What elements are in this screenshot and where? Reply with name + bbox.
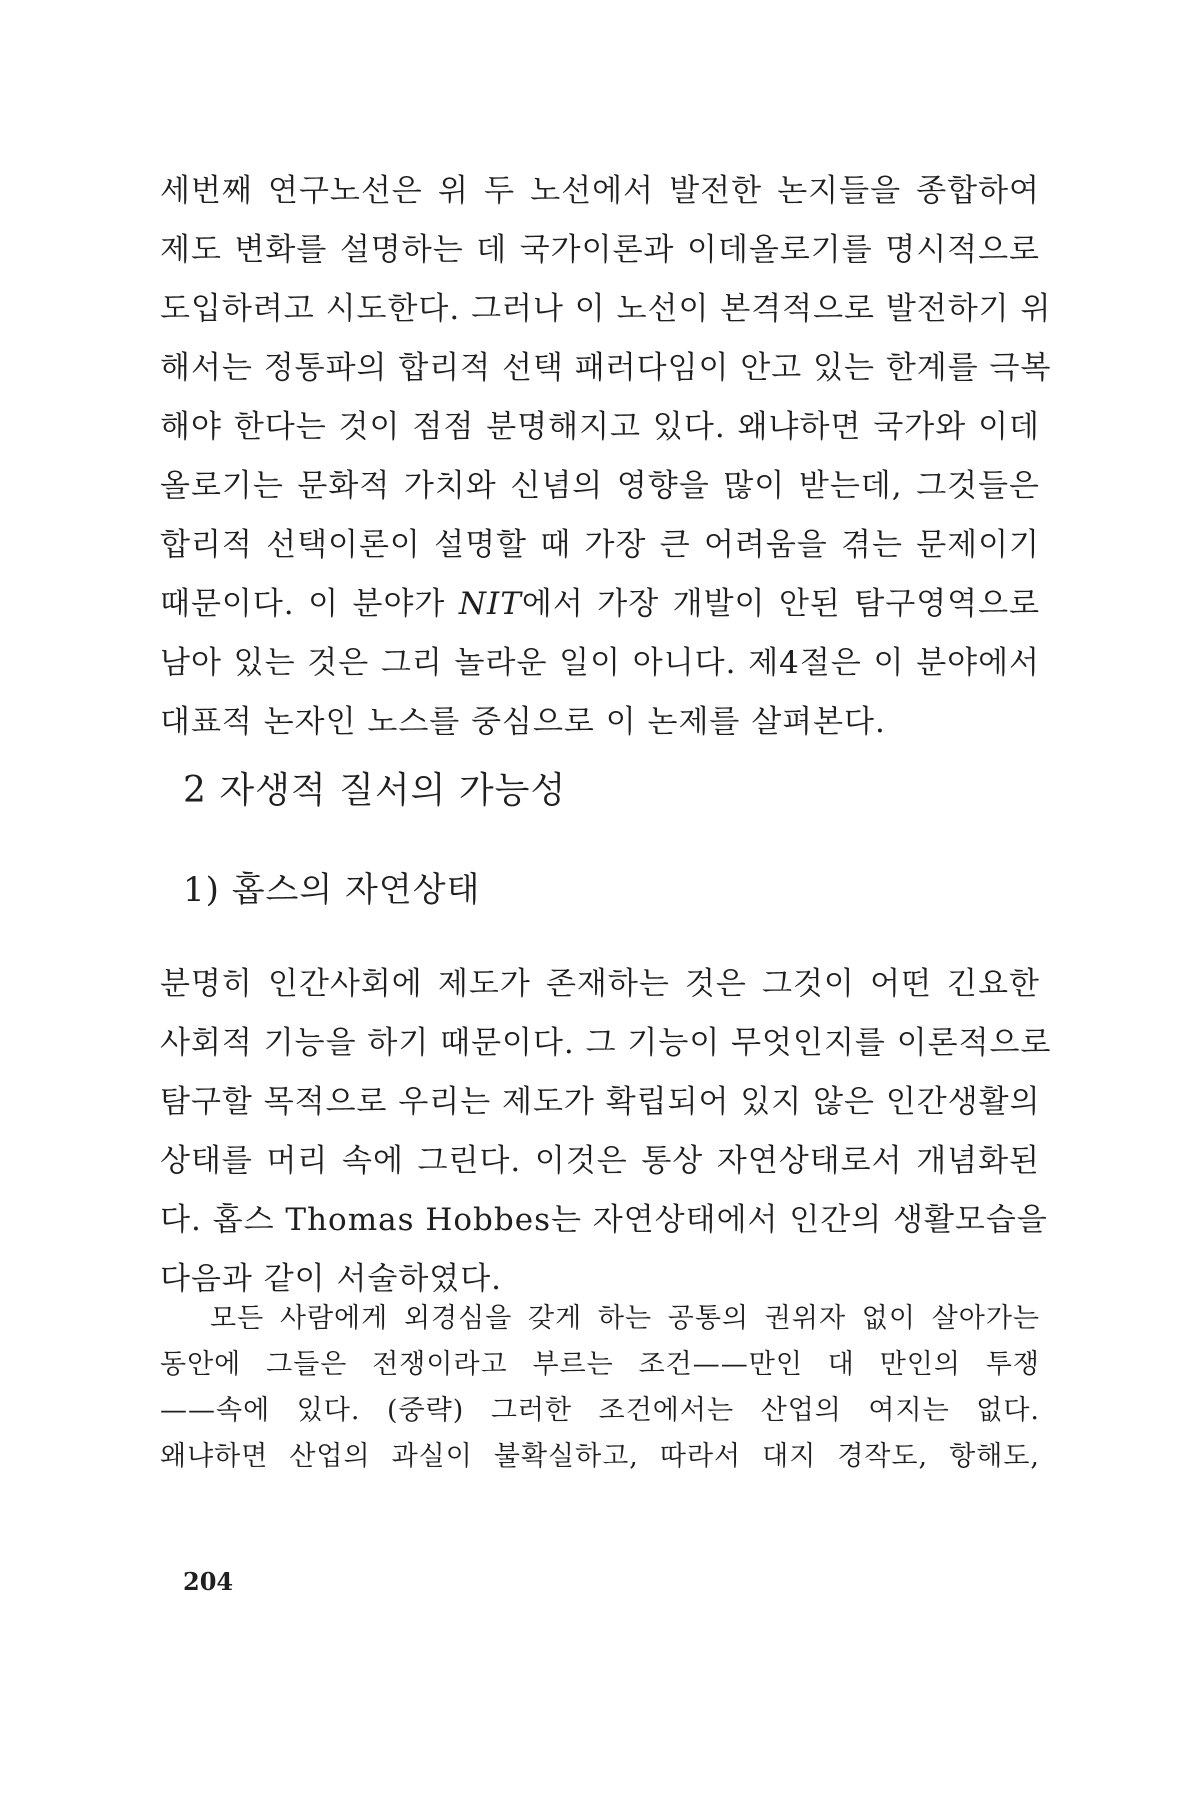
block-quote (160, 1296, 1040, 1480)
quote-line (160, 1296, 1040, 1342)
text-fragment: 때문이다. 이 분야가 (160, 586, 459, 622)
quote-line: ——속에 있다. (중략) 그러한 조건에서는 산업의 여지는 없다. (160, 1395, 1040, 1426)
text-line: 세번째 연구노선은 위 두 노선에서 발전한 논지들을 종합하여 (160, 173, 1040, 209)
subsection-heading: 1) 홉스의 자연상태 (183, 870, 481, 910)
nit-term: NIT (458, 586, 522, 622)
text-line: 탐구할 목적으로 우리는 제도가 확립되어 있지 않은 인간생활의 (160, 1084, 1041, 1120)
text-fragment: 에서 가장 개발이 안된 탐구영역으로 (521, 586, 1041, 622)
text-line: 해야 한다는 것이 점점 분명해지고 있다. 왜냐하면 국가와 이데 (160, 409, 1040, 445)
text-line: 다음과 같이 서술하였다. (160, 1261, 503, 1297)
text-line: 제도 변화를 설명하는 데 국가이론과 이데올로기를 명시적으로 (160, 232, 1040, 268)
text-line: 다. 홉스 Thomas Hobbes는 자연상태에서 인간의 생활모습을 (160, 1202, 1048, 1238)
text-line: 해서는 정통파의 합리적 선택 패러다임이 안고 있는 한계를 극복 (160, 350, 1052, 386)
text-line: 도입하려고 시도한다. 그러나 이 노선이 본격적으로 발전하기 위 (160, 291, 1052, 327)
text-line: 사회적 기능을 하기 때문이다. 그 기능이 무엇인지를 이론적으로 (160, 1025, 1052, 1061)
text-line: 남아 있는 것은 그리 놀라운 일이 아니다. 제4절은 이 분야에서 (160, 645, 1040, 681)
page-number: 204 (183, 1567, 234, 1596)
text-line: 분명히 인간사회에 제도가 존재하는 것은 그것이 어떤 긴요한 (160, 966, 1040, 1002)
text-line: 대표적 논자인 노스를 중심으로 이 논제를 살펴본다. (160, 704, 886, 740)
text-line: 합리적 선택이론이 설명할 때 가장 큰 어려움을 겪는 문제이기 (160, 527, 1040, 563)
text-line: 올로기는 문화적 가치와 신념의 영향을 많이 받는데, 그것들은 (160, 468, 1040, 504)
quote-text: 모든 사람에게 외경심을 갖게 하는 공통의 권위자 없이 살아가는 (210, 1303, 1040, 1334)
paragraph-hobbes (160, 955, 1052, 1309)
quote-line: 동안에 그들은 전쟁이라고 부르는 조건——만인 대 만인의 투쟁 (160, 1349, 1040, 1380)
text-line: 상태를 머리 속에 그린다. 이것은 통상 자연상태로서 개념화된 (160, 1143, 1040, 1179)
quote-line: 왜냐하면 산업의 과실이 불확실하고, 따라서 대지 경작도, 항해도, (160, 1441, 1040, 1472)
section-heading: 2 자생적 질서의 가능성 (183, 770, 567, 811)
paragraph-intro (160, 162, 1052, 752)
text-line-with-nit (160, 575, 1040, 634)
